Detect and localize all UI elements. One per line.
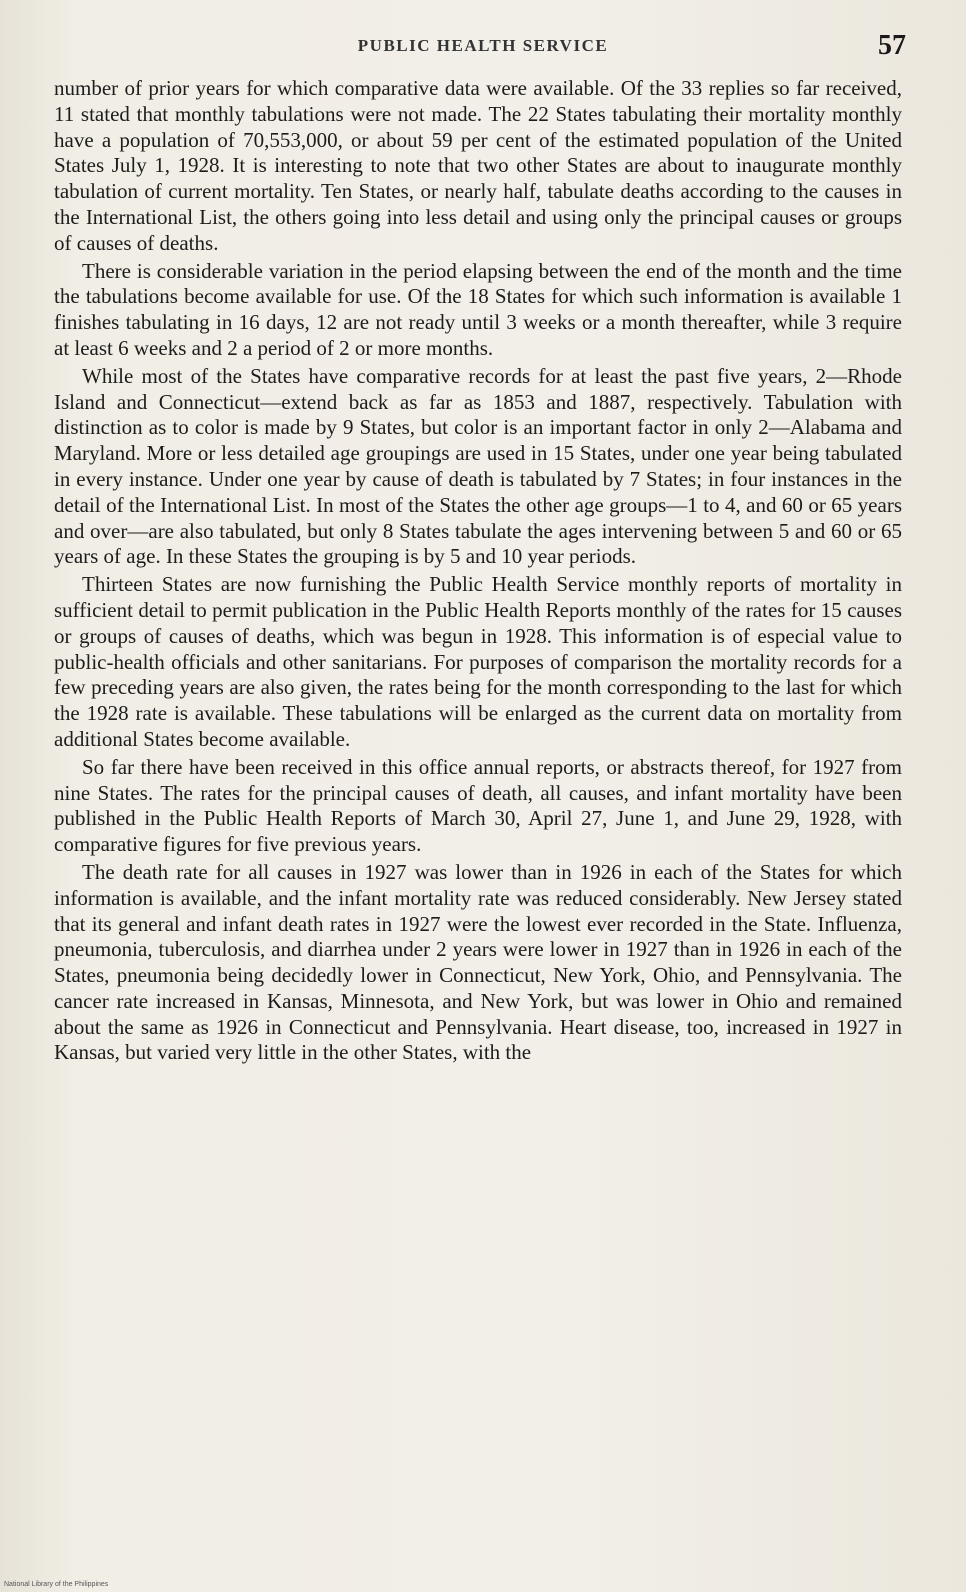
paragraph-2: There is considerable variation in the period elapsing between the end of the month and the time the tabulations become available for use. Of the 18 States for which such information is available 1 finishes tabulating in 16 days, 12 are not ready until 3 weeks or a month thereafter, while 3 require at least 6 weeks and 2 a period of 2 or more months. [54,258,902,360]
paragraph-3: While most of the States have comparative records for at least the past five years, 2—Rhode Island and Connecticut—extend back as far as 1853 and 1887, respectively. Tabulation with distinction as to color is made by 9 States, but color is an important factor in only 2—Alabama and Maryland. More or less detailed age groupings are used in 15 States, under one year being tabulated in every instance. Under one year by cause of death is tabulated by 7 States; in four instances in the detail of the International List. In most of the States the other age groups—1 to 4, and 60 or 65 years and over—are also tabulated, but only 8 States tabulate the ages intervening between 5 and 60 or 65 years of age. In these States the grouping is by 5 and 10 year periods. [54,363,902,569]
paragraph-5: So far there have been received in this office annual reports, or abstracts thereof, for 1927 from nine States. The rates for the principal causes of death, all causes, and infant mortality have been published in the Public Health Reports of March 30, April 27, June 1, and June 29, 1928, with comparative figures for five previous years. [54,754,902,857]
page-header [60,30,906,74]
running-head: PUBLIC HEALTH SERVICE [357,36,609,55]
page-number: 57 [878,30,906,61]
paragraph-6: The death rate for all causes in 1927 was lower than in 1926 in each of the States for which information is available, and the infant mortality rate was reduced considerably. New Jersey stated that its general and infant death rates in 1927 were the lowest ever recorded in the State. Influenza, pneumonia, tuberculosis, and diarrhea under 2 years were lower in 1927 than in 1926 in each of the States, pneumonia being decidedly lower in Connecticut, New York, Ohio, and Pennsylvania. The cancer rate increased in Kansas, Minnesota, and New York, but was lower in Ohio and remained about the same as 1926 in Connecticut and Pennsylvania. Heart disease, too, increased in 1927 in Kansas, but varied very little in the other States, with the [54,859,902,1065]
paragraph-4: Thirteen States are now furnishing the Public Health Service monthly reports of mortality in sufficient detail to permit publication in the Public Health Reports monthly of the rates for 15 causes or groups of causes of deaths, which was begun in 1928. This information is of especial value to public-health officials and other sanitarians. For purposes of comparison the mortality records for a few preceding years are also given, the rates being for the month corresponding to the last for which the 1928 rate is available. These tabulations will be enlarged as the current data on mortality from additional States become available. [54,572,902,751]
library-footer: National Library of the Philippines [4,1581,109,1588]
paragraph-1: number of prior years for which comparative data were available. Of the 33 replies so far received, 11 stated that monthly tabulations were not made. The 22 States tabulating their mortality monthly have a population of 70,553,000, or about 59 per cent of the estimated population of the United States July 1, 1928. It is interesting to note that two other States are about to inaugurate monthly tabulation of current mortality. Ten States, or nearly half, tabulate deaths according to the causes in the International List, the others going into less detail and using only the principal causes or groups of causes of deaths. [54,76,902,255]
body-text [54,76,902,1068]
